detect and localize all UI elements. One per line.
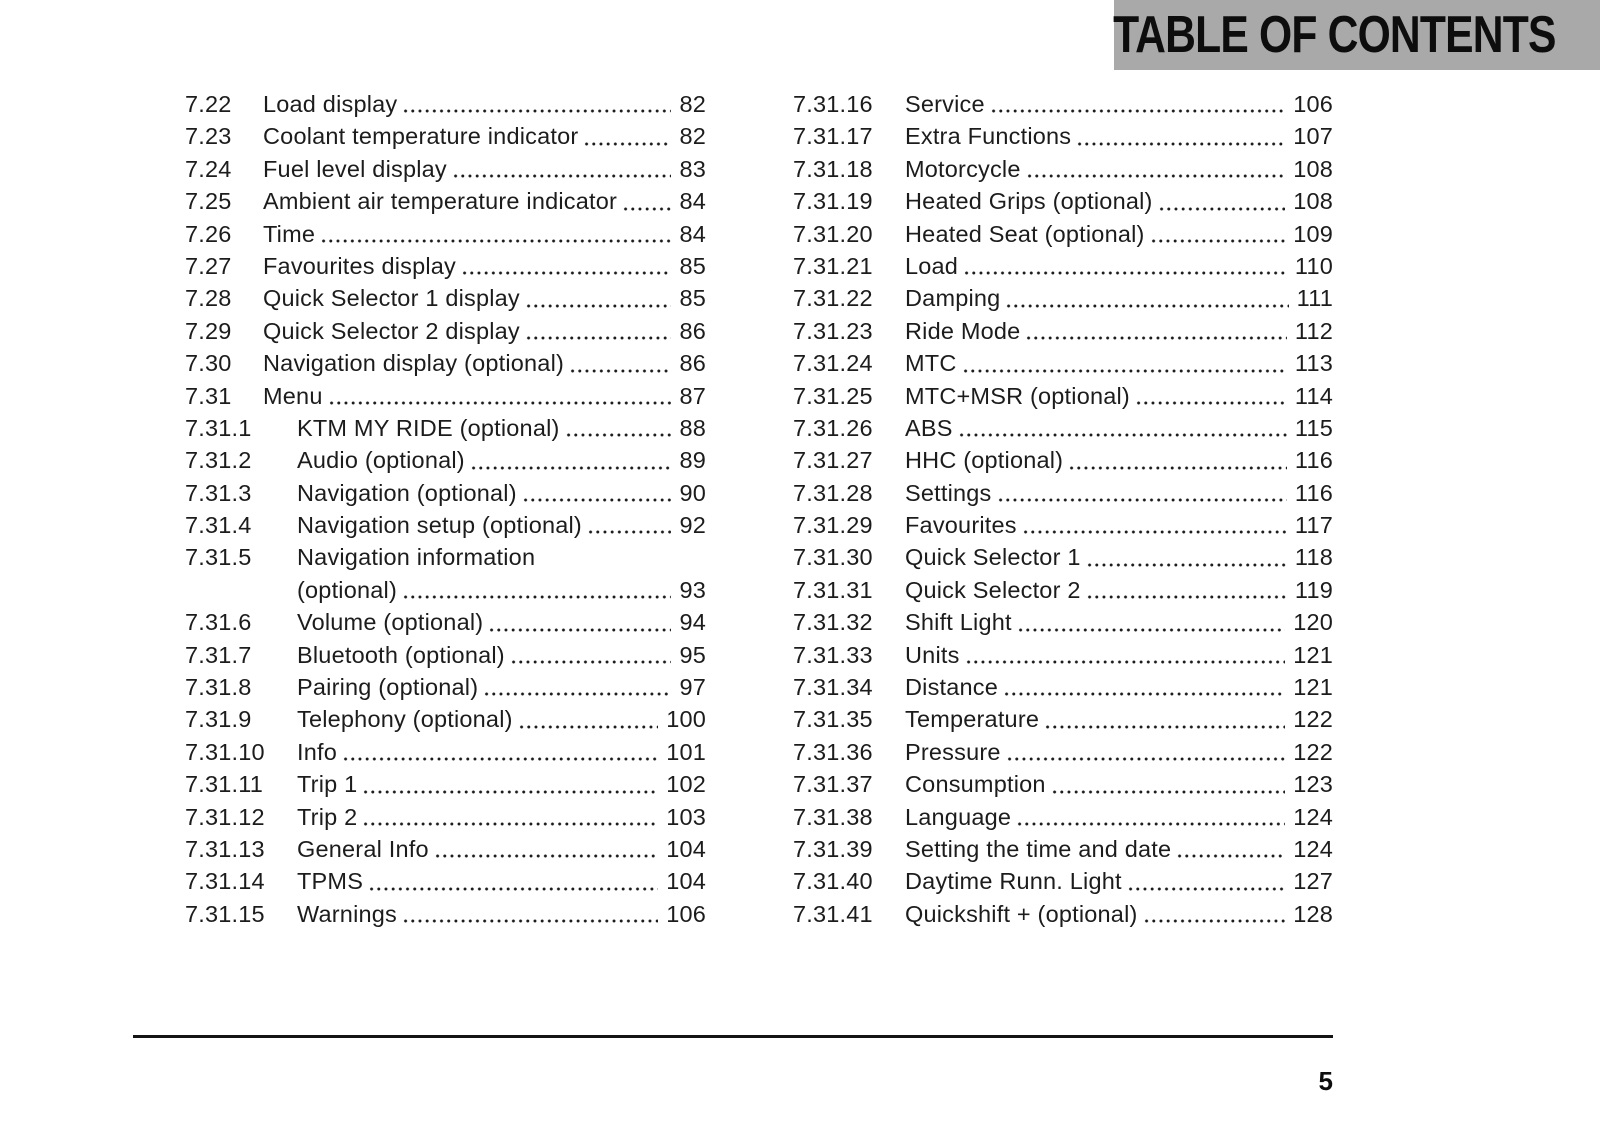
toc-entry [185, 315, 706, 347]
dot-leader [362, 801, 658, 833]
section-number: 7.31.20 [793, 220, 873, 247]
section-number: 7.31.34 [793, 674, 873, 701]
dot-leader [1086, 574, 1287, 606]
dot-leader [1135, 380, 1287, 412]
section-number: 7.31.40 [793, 868, 873, 895]
entry-title: Quick Selector 1 display [263, 285, 520, 312]
toc-entry [793, 477, 1333, 509]
entry-title: Time [263, 220, 316, 247]
section-number: 7.23 [185, 123, 232, 150]
toc-entry [793, 606, 1333, 638]
entry-page-number: 104 [666, 835, 706, 862]
entry-page-number: 95 [679, 641, 706, 668]
page-number: 5 [1318, 1066, 1333, 1096]
dot-leader [569, 347, 671, 379]
dot-leader [962, 347, 1287, 379]
toc-entry [185, 833, 706, 865]
toc-entry [185, 185, 706, 217]
toc-entry [185, 606, 706, 638]
toc-entry [793, 639, 1333, 671]
dot-leader [1158, 185, 1286, 217]
entry-page-number: 107 [1293, 123, 1333, 150]
toc-entry [793, 671, 1333, 703]
entry-page-number: 100 [666, 706, 706, 733]
entry-title: Extra Functions [905, 123, 1072, 150]
dot-leader [1017, 606, 1285, 638]
entry-title: Quick Selector 2 [905, 576, 1081, 603]
entry-title: Navigation information [297, 544, 536, 571]
dot-leader [1016, 801, 1285, 833]
entry-page-number: 116 [1294, 447, 1333, 474]
toc-entry [185, 380, 706, 412]
section-number: 7.31.10 [185, 738, 265, 765]
entry-title: Pressure [905, 738, 1001, 765]
section-number: 7.31.16 [793, 91, 873, 117]
entry-title: Settings [905, 479, 992, 506]
entry-page-number: 122 [1293, 706, 1333, 733]
entry-title: ABS [905, 414, 953, 441]
toc-entry [793, 412, 1333, 444]
dot-leader [1022, 509, 1287, 541]
section-number: 7.31.41 [793, 900, 873, 927]
toc-entry [185, 153, 706, 185]
toc-column-right [793, 88, 1333, 930]
entry-page-number: 120 [1293, 609, 1333, 636]
toc-entry [185, 898, 706, 930]
entry-title: Load [905, 252, 959, 279]
section-number: 7.31.3 [185, 479, 252, 506]
toc-entry [185, 218, 706, 250]
entry-page-number: 108 [1293, 155, 1333, 182]
section-number: 7.31.5 [185, 544, 252, 571]
section-number: 7.31.1 [185, 414, 252, 441]
dot-leader [1176, 833, 1285, 865]
dot-leader [483, 671, 671, 703]
entry-title: Quick Selector 1 [905, 544, 1081, 571]
toc-entry [793, 347, 1333, 379]
toc-entry [793, 185, 1333, 217]
dot-leader [1143, 898, 1286, 930]
entry-title: Heated Grips (optional) [905, 188, 1153, 215]
toc-entry [185, 282, 706, 314]
entry-page-number: 87 [679, 382, 706, 409]
entry-page-number: 117 [1294, 512, 1333, 539]
entry-page-number: 127 [1293, 868, 1333, 895]
entry-page-number: 114 [1294, 382, 1333, 409]
dot-leader [583, 120, 671, 152]
dot-leader [452, 153, 672, 185]
dot-leader [1051, 768, 1286, 800]
entry-page-number: 85 [679, 252, 706, 279]
section-number: 7.31.18 [793, 155, 873, 182]
toc-entry [185, 703, 706, 735]
section-number: 7.25 [185, 188, 232, 215]
entry-title: Consumption [905, 771, 1046, 798]
toc-entry [793, 865, 1333, 897]
section-number: 7.31.12 [185, 803, 265, 830]
toc-entry [793, 574, 1333, 606]
entry-page-number: 109 [1293, 220, 1333, 247]
dot-leader [461, 250, 671, 282]
toc-entry [185, 768, 706, 800]
dot-leader [1076, 120, 1285, 152]
entry-page-number: 118 [1294, 544, 1333, 571]
toc-entry [185, 574, 706, 606]
entry-page-number: 121 [1293, 641, 1333, 668]
toc-entry [793, 509, 1333, 541]
section-number: 7.31.37 [793, 771, 873, 798]
entry-title: MTC [905, 350, 957, 377]
section-number: 7.31.28 [793, 479, 873, 506]
dot-leader [587, 509, 671, 541]
section-number: 7.31.4 [185, 512, 252, 539]
entry-title: MTC+MSR (optional) [905, 382, 1130, 409]
toc-entry [185, 347, 706, 379]
entry-page-number: 86 [679, 350, 706, 377]
entry-title: Menu [263, 382, 323, 409]
entry-page-number: 115 [1294, 414, 1333, 441]
entry-title: Navigation setup (optional) [297, 512, 582, 539]
section-number: 7.31.21 [793, 252, 873, 279]
toc-entry [793, 88, 1333, 120]
dot-leader [990, 88, 1285, 120]
entry-title: Language [905, 803, 1012, 830]
dot-leader [997, 477, 1287, 509]
page-title: TABLE OF CONTENTS [1113, 6, 1556, 64]
entry-title: KTM MY RIDE (optional) [297, 414, 560, 441]
toc-entry [793, 768, 1333, 800]
toc-entry [185, 801, 706, 833]
section-number: 7.27 [185, 252, 232, 279]
dot-leader [522, 477, 672, 509]
toc-entry [793, 153, 1333, 185]
entry-page-number: 97 [679, 674, 706, 701]
toc-entry [793, 120, 1333, 152]
entry-page-number: 108 [1293, 188, 1333, 215]
entry-title: Favourites [905, 512, 1017, 539]
entry-title: Warnings [297, 900, 397, 927]
dot-leader [1025, 315, 1286, 347]
toc-entry [793, 315, 1333, 347]
section-number: 7.29 [185, 317, 232, 344]
toc-entry [793, 736, 1333, 768]
section-number: 7.30 [185, 350, 232, 377]
toc-entry [185, 250, 706, 282]
dot-leader [488, 606, 671, 638]
toc-entry [793, 282, 1333, 314]
dot-leader [1044, 703, 1285, 735]
dot-leader [1026, 153, 1286, 185]
section-number: 7.31.35 [793, 706, 873, 733]
toc-entry [185, 120, 706, 152]
dot-leader [320, 218, 671, 250]
entry-page-number: 90 [679, 479, 706, 506]
section-number: 7.31.11 [185, 771, 264, 798]
dot-leader [1005, 282, 1288, 314]
entry-page-number: 83 [679, 155, 706, 182]
entry-title: Heated Seat (optional) [905, 220, 1145, 247]
section-number: 7.31.15 [185, 900, 265, 927]
dot-leader [470, 444, 672, 476]
entry-page-number: 106 [666, 900, 706, 927]
section-number: 7.31.36 [793, 738, 873, 765]
entry-title: Bluetooth (optional) [297, 641, 505, 668]
entry-page-number: 84 [679, 188, 706, 215]
dot-leader [525, 315, 672, 347]
section-number: 7.31.17 [793, 123, 873, 150]
entry-title: Distance [905, 674, 999, 701]
section-number: 7.24 [185, 155, 232, 182]
entry-title: Temperature [905, 706, 1040, 733]
dot-leader [402, 88, 671, 120]
toc-entry [793, 250, 1333, 282]
dot-leader [565, 412, 672, 444]
toc-entry [185, 865, 706, 897]
toc-entry [793, 380, 1333, 412]
entry-page-number: 116 [1294, 479, 1333, 506]
entry-title: Navigation (optional) [297, 479, 517, 506]
entry-title: Trip 2 [297, 803, 358, 830]
section-number: 7.28 [185, 285, 232, 312]
entry-page-number: 124 [1293, 803, 1333, 830]
entry-title: Trip 1 [297, 771, 358, 798]
entry-title: HHC (optional) [905, 447, 1064, 474]
entry-page-number: 124 [1293, 835, 1333, 862]
section-number: 7.22 [185, 91, 232, 117]
toc-entry [793, 218, 1333, 250]
entry-page-number: 122 [1293, 738, 1333, 765]
entry-page-number: 104 [666, 868, 706, 895]
dot-leader [525, 282, 672, 314]
entry-title: Quickshift + (optional) [905, 900, 1138, 927]
page-header-banner [1114, 0, 1600, 70]
entry-page-number: 86 [679, 317, 706, 344]
dot-leader [963, 250, 1287, 282]
dot-leader [958, 412, 1287, 444]
section-number: 7.31.38 [793, 803, 873, 830]
entry-title: TPMS [297, 868, 364, 895]
entry-title: Navigation display (optional) [263, 350, 565, 377]
toc-entry [185, 477, 706, 509]
section-number: 7.31.39 [793, 835, 873, 862]
entry-page-number: 82 [679, 123, 706, 150]
toc-entry [185, 639, 706, 671]
entry-page-number: 123 [1293, 771, 1333, 798]
toc-entry [185, 736, 706, 768]
section-number: 7.31.31 [793, 576, 873, 603]
entry-page-number: 84 [679, 220, 706, 247]
entry-title: Favourites display [263, 252, 456, 279]
entry-page-number: 88 [679, 414, 706, 441]
toc-entry [793, 444, 1333, 476]
footer-rule [133, 1035, 1333, 1038]
entry-page-number: 82 [679, 91, 706, 117]
entry-title: Damping [905, 285, 1001, 312]
entry-title: Pairing (optional) [297, 674, 479, 701]
section-number: 7.31.14 [185, 868, 265, 895]
entry-title: Units [905, 641, 960, 668]
dot-leader [342, 736, 658, 768]
dot-leader [368, 865, 658, 897]
entry-title: Info [297, 738, 337, 765]
entry-page-number: 102 [666, 771, 706, 798]
entry-title: Ride Mode [905, 317, 1021, 344]
entry-page-number: 106 [1293, 91, 1333, 117]
toc-column-left [185, 88, 706, 930]
dot-leader [328, 380, 672, 412]
toc-entry [185, 412, 706, 444]
dot-leader [1006, 736, 1286, 768]
section-number: 7.31.8 [185, 674, 252, 701]
dot-leader [1127, 865, 1285, 897]
entry-page-number: 112 [1294, 317, 1333, 344]
section-number: 7.31.2 [185, 447, 252, 474]
section-number: 7.31 [185, 382, 232, 409]
dot-leader [362, 768, 658, 800]
entry-title: Telephony (optional) [297, 706, 513, 733]
toc-entry [793, 898, 1333, 930]
section-number: 7.31.29 [793, 512, 873, 539]
dot-leader [402, 898, 658, 930]
section-number: 7.31.26 [793, 414, 873, 441]
entry-title: Volume (optional) [297, 609, 484, 636]
section-number: 7.31.7 [185, 641, 252, 668]
dot-leader [510, 639, 672, 671]
entry-page-number: 119 [1294, 576, 1333, 603]
section-number: 7.26 [185, 220, 232, 247]
entry-title: Ambient air temperature indicator [263, 188, 618, 215]
section-number: 7.31.9 [185, 706, 252, 733]
entry-title: Motorcycle [905, 155, 1021, 182]
entry-title: General Info [297, 835, 429, 862]
entry-page-number: 93 [679, 576, 706, 603]
entry-title: Quick Selector 2 display [263, 317, 520, 344]
toc-entry [185, 509, 706, 541]
section-number: 7.31.30 [793, 544, 873, 571]
entry-page-number: 94 [679, 609, 706, 636]
dot-leader [402, 574, 671, 606]
toc-entry [185, 541, 706, 573]
dot-leader [1086, 541, 1287, 573]
toc-entry [793, 541, 1333, 573]
dot-leader [518, 703, 659, 735]
section-number: 7.31.27 [793, 447, 873, 474]
toc-entry [185, 444, 706, 476]
dot-leader [622, 185, 671, 217]
section-number: 7.31.6 [185, 609, 252, 636]
entry-page-number: 89 [679, 447, 706, 474]
dot-leader [1003, 671, 1285, 703]
entry-title: Daytime Runn. Light [905, 868, 1122, 895]
entry-title: Shift Light [905, 609, 1012, 636]
entry-page-number: 85 [679, 285, 706, 312]
toc-entry [185, 88, 706, 120]
entry-page-number: 110 [1294, 252, 1333, 279]
entry-page-number: 128 [1293, 900, 1333, 927]
entry-title: Fuel level display [263, 155, 447, 182]
toc-entry [793, 801, 1333, 833]
entry-title: Service [905, 91, 985, 117]
entry-page-number: 92 [679, 512, 706, 539]
dot-leader [1068, 444, 1287, 476]
entry-title: Coolant temperature indicator [263, 123, 579, 150]
section-number: 7.31.23 [793, 317, 873, 344]
entry-page-number: 103 [666, 803, 706, 830]
entry-page-number: 121 [1293, 674, 1333, 701]
toc-entry [185, 671, 706, 703]
toc-entry [793, 703, 1333, 735]
entry-page-number: 111 [1296, 285, 1333, 312]
dot-leader [434, 833, 658, 865]
entry-page-number: 101 [666, 738, 706, 765]
entry-page-number: 113 [1294, 350, 1333, 377]
section-number: 7.31.22 [793, 285, 873, 312]
section-number: 7.31.32 [793, 609, 873, 636]
section-number: 7.31.33 [793, 641, 873, 668]
section-number: 7.31.13 [185, 835, 265, 862]
entry-title: Load display [263, 91, 398, 117]
dot-leader [1150, 218, 1286, 250]
entry-title: Audio (optional) [297, 447, 465, 474]
section-number: 7.31.24 [793, 350, 873, 377]
toc-entry [793, 833, 1333, 865]
section-number: 7.31.25 [793, 382, 873, 409]
dot-leader [965, 639, 1286, 671]
section-number [185, 574, 297, 606]
entry-title: Setting the time and date [905, 835, 1172, 862]
section-number: 7.31.19 [793, 188, 873, 215]
entry-title: (optional) [297, 576, 397, 603]
